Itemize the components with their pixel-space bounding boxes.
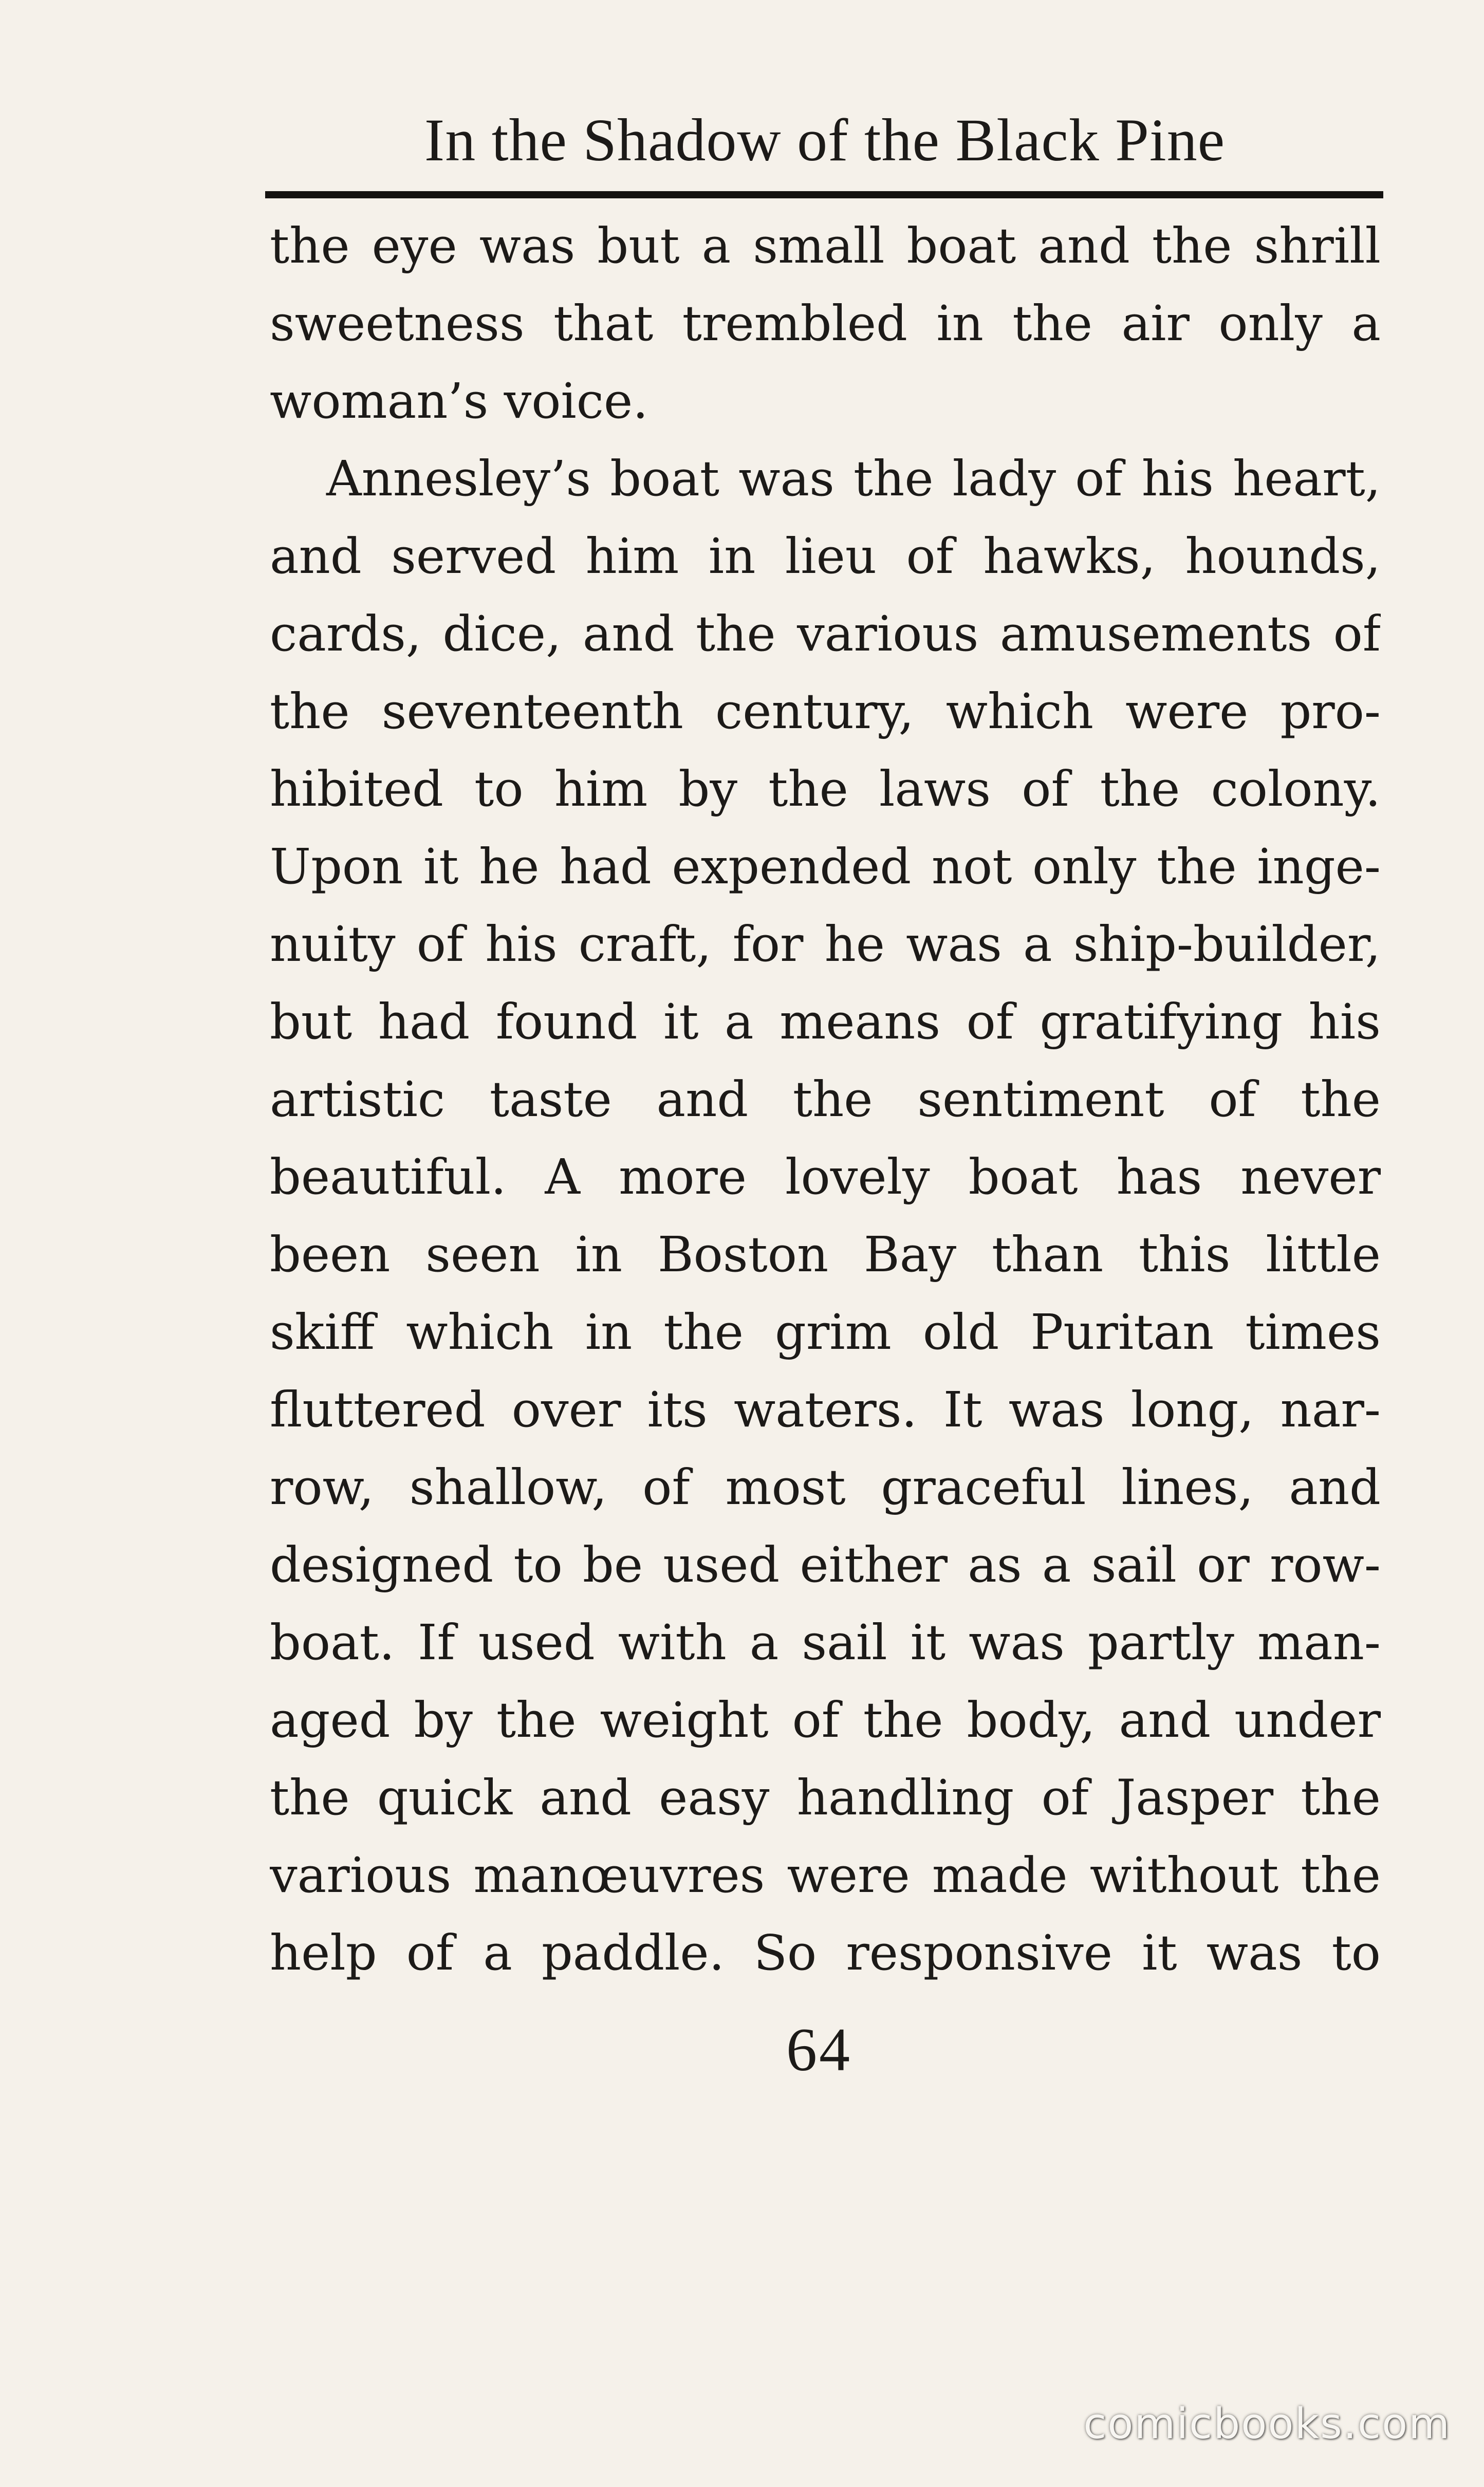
text-line: boat. If used with a sail it was partly man- xyxy=(270,1614,1381,1671)
text-line: woman’s voice. xyxy=(270,373,648,430)
body-text xyxy=(270,201,1381,1986)
text-line: skiff which in the grim old Puritan times xyxy=(270,1304,1381,1361)
page-number: 64 xyxy=(786,2015,852,2084)
text-line: the eye was but a small boat and the shrill xyxy=(270,218,1381,274)
text-line: designed to be used either as a sail or row- xyxy=(270,1537,1381,1593)
text-line: Upon it he had expended not only the inge- xyxy=(270,839,1381,895)
text-line: help of a paddle. So responsive it was to xyxy=(270,1925,1381,1981)
watermark: comicbooks.com xyxy=(1083,2400,1451,2448)
text-line: Annesley’s boat was the lady of his heart, xyxy=(326,451,1381,507)
text-line: hibited to him by the laws of the colony. xyxy=(270,761,1381,818)
text-line: artistic taste and the sentiment of the xyxy=(270,1071,1381,1128)
text-line: sweetness that trembled in the air only a xyxy=(270,295,1381,352)
text-line: but had found it a means of gratifying his xyxy=(270,994,1381,1050)
text-line: various manœuvres were made without the xyxy=(270,1847,1381,1904)
text-line: been seen in Boston Bay than this little xyxy=(270,1227,1381,1283)
text-line: beautiful. A more lovely boat has never xyxy=(270,1149,1381,1205)
text-line: row, shallow, of most graceful lines, and xyxy=(270,1459,1381,1516)
header-rule xyxy=(265,191,1383,198)
text-line: and served him in lieu of hawks, hounds, xyxy=(270,528,1381,585)
text-line: nuity of his craft, for he was a ship-builder, xyxy=(270,916,1381,973)
text-line: the quick and easy handling of Jasper the xyxy=(270,1770,1381,1826)
running-head: In the Shadow of the Black Pine xyxy=(424,106,1226,174)
text-line: the seventeenth century, which were pro- xyxy=(270,683,1381,740)
text-line: aged by the weight of the body, and under xyxy=(270,1692,1381,1749)
text-line: fluttered over its waters. It was long, nar- xyxy=(270,1382,1381,1438)
text-line: cards, dice, and the various amusements of xyxy=(270,606,1381,662)
